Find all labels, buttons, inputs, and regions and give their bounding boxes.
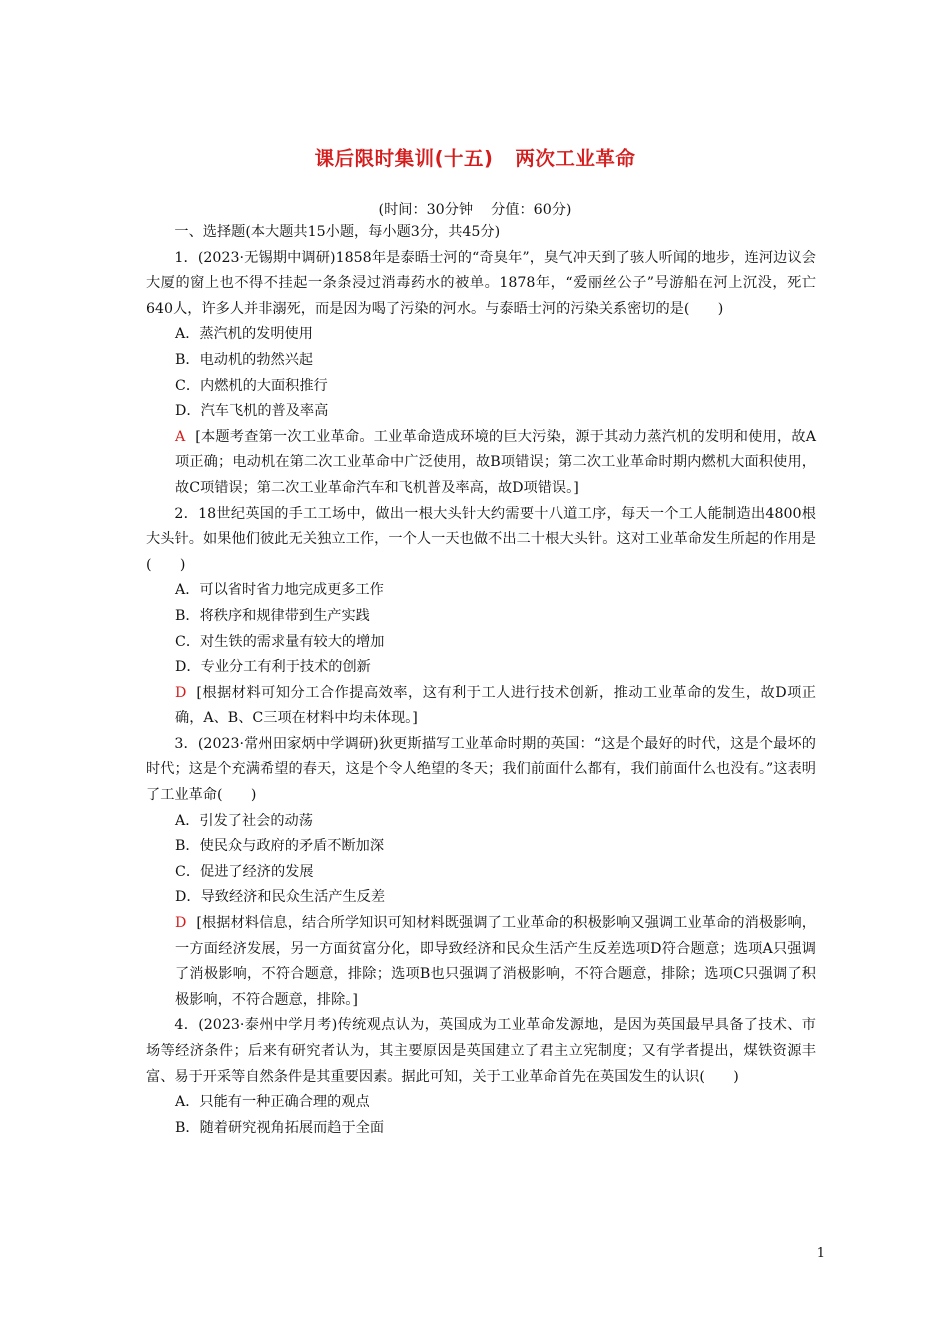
option-d: D．汽车飞机的普及率高 bbox=[175, 403, 329, 420]
page-number: 1 bbox=[816, 1246, 825, 1261]
option-c: C．对生铁的需求量有较大的增加 bbox=[175, 633, 385, 650]
option-d: D．专业分工有利于技术的创新 bbox=[175, 659, 371, 676]
option-a: A．只能有一种正确合理的观点 bbox=[175, 1094, 370, 1111]
question-stem: 1．(2023·无锡期中调研)1858年是泰晤士河的“奇臭年”，臭气冲天到了骇人听闻的地步，连河边议会大厦的窗上也不得不挂起一条条浸过消毒药水的被单。1878年，“爱丽丝公子”号游船在河上沉没，死亡640人，许多人并非溺死，而是因为喝了污染的河水。与泰晤士河的污染关系密切的是( ) bbox=[146, 249, 816, 317]
option-a: A．蒸汽机的发明使用 bbox=[175, 326, 313, 343]
answer-letter: D bbox=[175, 915, 187, 932]
page-title: 课后限时集训(十五) 两次工业革命 bbox=[314, 147, 636, 170]
document-body bbox=[146, 220, 816, 1141]
explanation-text: [本题考查第一次工业革命。工业革命造成环境的巨大污染，源于其动力蒸汽机的发明和使用，故A项正确；电动机在第二次工业革命中广泛使用，故B项错误；第二次工业革命时期内燃机大面积使用，故C项错误；第二次工业革命汽车和飞机普及率高，故D项错误。] bbox=[175, 428, 816, 496]
option-a: A．可以省时省力地完成更多工作 bbox=[175, 582, 384, 599]
option-b: B．随着研究视角拓展而趋于全面 bbox=[175, 1119, 385, 1136]
answer-letter: A bbox=[175, 428, 186, 445]
option-a: A．引发了社会的动荡 bbox=[175, 812, 313, 829]
answer-explanation bbox=[146, 681, 816, 732]
explanation-text: [根据材料可知分工合作提高效率，这有利于工人进行技术创新，推动工业革命的发生，故D项正确，A、B、C三项在材料中均未体现。] bbox=[175, 684, 816, 727]
option-c: C．内燃机的大面积推行 bbox=[175, 377, 328, 394]
explanation-text: [根据材料信息，结合所学知识可知材料既强调了工业革命的积极影响又强调工业革命的消极影响，一方面经济发展，另一方面贫富分化，即导致经济和民众生活产生反差选项D符合题意；选项A只强调了消极影响，不符合题意，排除；选项B也只强调了消极影响，不符合题意，排除；选项C只强调了积极影响，不符合题意，排除。] bbox=[175, 915, 816, 1008]
option-c: C．促进了经济的发展 bbox=[175, 863, 314, 880]
answer-explanation bbox=[146, 425, 816, 502]
option-b: B．使民众与政府的矛盾不断加深 bbox=[175, 838, 385, 855]
question-stem: 3．(2023·常州田家炳中学调研)狄更斯描写工业革命时期的英国：“这是个最好的时代，这是个最坏的时代；这是个充满希望的春天，这是个令人绝望的冬天；我们前面什么都有，我们前面什么也没有。”这表明了工业革命( ) bbox=[146, 735, 816, 804]
answer-letter: D bbox=[175, 684, 187, 701]
option-d: D．导致经济和民众生活产生反差 bbox=[175, 889, 386, 906]
option-b: B．将秩序和规律带到生产实践 bbox=[175, 607, 370, 624]
question-stem: 2．18世纪英国的手工工场中，做出一根大头针大约需要十八道工序，每天一个工人能制造出4800根大头针。如果他们彼此无关独立工作，一个人一天也做不出二十根大头针。这对工业革命发生所起的作用是( ) bbox=[146, 505, 816, 573]
answer-explanation bbox=[146, 911, 816, 1013]
option-b: B．电动机的勃然兴起 bbox=[175, 351, 314, 368]
question-stem: 4．(2023·泰州中学月考)传统观点认为，英国成为工业革命发源地，是因为英国最早具备了技术、市场等经济条件；后来有研究者认为，其主要原因是英国建立了君主立宪制度；又有学者提出，煤铁资源丰富、易于开采等自然条件是其重要因素。据此可知，关于工业革命首先在英国发生的认识( ) bbox=[146, 1017, 816, 1085]
time-score-info: (时间：30分钟 分值：60分) bbox=[378, 202, 572, 218]
section-heading: 一、选择题(本大题共15小题，每小题3分，共45分) bbox=[174, 224, 501, 240]
